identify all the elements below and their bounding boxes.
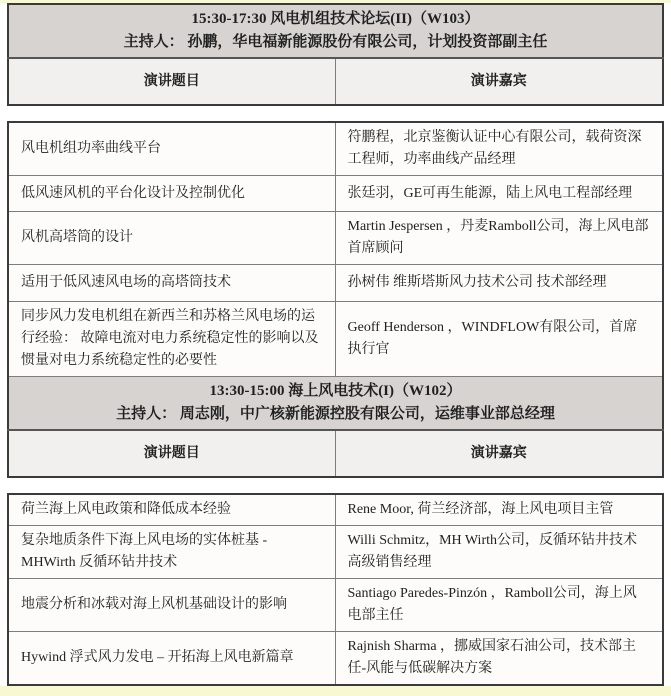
table-row — [8, 579, 663, 632]
session1-content-table — [7, 121, 664, 478]
talk-speaker: Rajnish Sharma ，挪威国家石油公司，技术部主任-风能与低碳解决方案 — [335, 632, 663, 686]
column-header-topic: 演讲题目 — [8, 58, 335, 105]
table-gap — [7, 478, 664, 493]
table-row — [8, 302, 663, 377]
talk-speaker: Rene Moor, 荷兰经济部，海上风电项目主管 — [335, 494, 663, 526]
column-header-speaker: 演讲嘉宾 — [335, 430, 663, 477]
session1-column-headers — [8, 58, 663, 105]
session1-moderator: 主持人： 孙鹏，华电福新能源股份有限公司，计划投资部副主任 — [123, 34, 548, 50]
talk-topic: 风机高塔筒的设计 — [8, 212, 335, 265]
table-gap — [7, 106, 664, 121]
table-row — [8, 176, 663, 212]
talk-speaker: Geoff Henderson ，WINDFLOW有限公司，首席执行官 — [335, 302, 663, 377]
column-header-speaker: 演讲嘉宾 — [335, 58, 663, 105]
talk-topic: 风电机组功率曲线平台 — [8, 122, 335, 176]
session1-banner — [8, 4, 663, 58]
talk-topic: 荷兰海上风电政策和降低成本经验 — [8, 494, 335, 526]
session2-banner — [8, 377, 663, 431]
session2-content-table — [7, 493, 664, 686]
table-row — [8, 632, 663, 686]
talk-speaker: 符鹏程，北京鉴衡认证中心有限公司，载荷资深工程师，功率曲线产品经理 — [335, 122, 663, 176]
talk-topic: 适用于低风速风电场的高塔筒技术 — [8, 265, 335, 302]
page-bottom-strip — [0, 686, 671, 696]
column-header-topic: 演讲题目 — [8, 430, 335, 477]
talk-topic: 复杂地质条件下海上风电场的实体桩基 - MHWirth 反循环钻井技术 — [8, 526, 335, 579]
table-row — [8, 212, 663, 265]
session2-title: 13:30-15:00 海上风电技术(I)（W102） — [209, 383, 462, 399]
talk-speaker: Santiago Paredes-Pinzón ，Ramboll公司，海上风电部主任 — [335, 579, 663, 632]
talk-topic: 低风速风机的平台化设计及控制优化 — [8, 176, 335, 212]
agenda-document — [0, 3, 671, 686]
table-row — [8, 526, 663, 579]
talk-speaker: Martin Jespersen ，丹麦Ramboll公司，海上风电部首席顾问 — [335, 212, 663, 265]
session1-header-table — [7, 3, 664, 106]
table-row — [8, 494, 663, 526]
table-row — [8, 122, 663, 176]
session1-title: 15:30-17:30 风电机组技术论坛(II)（W103） — [191, 11, 480, 27]
talk-topic: 同步风力发电机组在新西兰和苏格兰风电场的运行经验： 故障电流对电力系统稳定性的影响以及惯量对电力系统稳定性的必要性 — [8, 302, 335, 377]
table-row — [8, 265, 663, 302]
talk-speaker: 孙树伟 维斯塔斯风力技术公司 技术部经理 — [335, 265, 663, 302]
talk-speaker: Willi Schmitz，MH Wirth公司，反循环钻井技术高级销售经理 — [335, 526, 663, 579]
session2-column-headers — [8, 430, 663, 477]
talk-topic: 地震分析和冰载对海上风机基础设计的影响 — [8, 579, 335, 632]
talk-speaker: 张廷羽，GE可再生能源，陆上风电工程部经理 — [335, 176, 663, 212]
session2-moderator: 主持人： 周志刚，中广核新能源控股有限公司，运维事业部总经理 — [116, 406, 555, 422]
talk-topic: Hywind 浮式风力发电 – 开拓海上风电新篇章 — [8, 632, 335, 686]
